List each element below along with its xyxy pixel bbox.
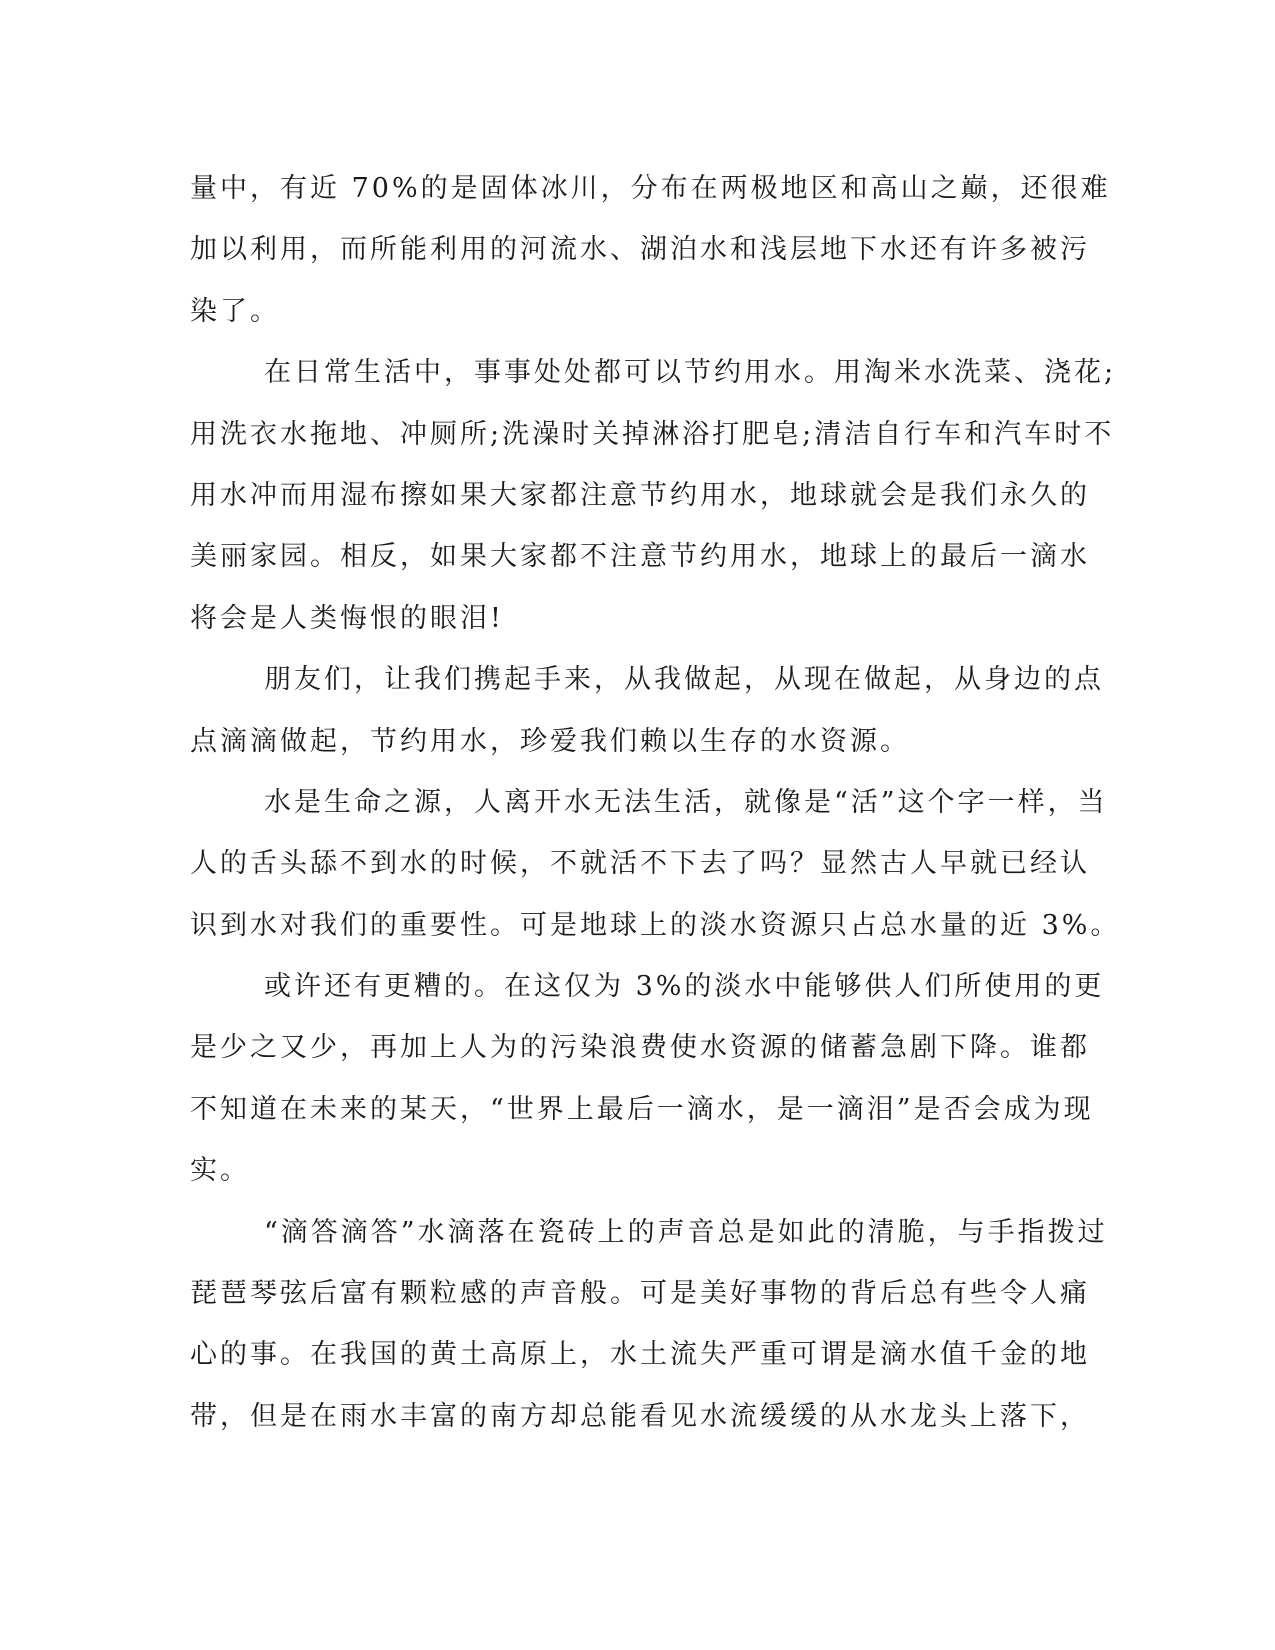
text-line: 用洗衣水拖地、冲厕所;洗澡时关掉淋浴打肥皂;清洁自行车和汽车时不 <box>190 418 1115 450</box>
paragraph-start-line: 朋友们，让我们携起手来，从我做起，从现在做起，从身边的点 <box>264 664 1104 696</box>
text-line: 不知道在未来的某天，“世界上最后一滴水，是一滴泪”是否会成为现 <box>190 1093 1094 1125</box>
text-line: 是少之又少，再加上人为的污染浪费使水资源的储蓄急剧下降。谁都 <box>190 1032 1090 1064</box>
text-line: 识到水对我们的重要性。可是地球上的淡水资源只占总水量的近 3%。 <box>190 909 1121 941</box>
text-line: 点滴滴做起，节约用水，珍爱我们赖以生存的水资源。 <box>190 725 910 757</box>
text-line: 染了。 <box>190 295 280 327</box>
text-line: 心的事。在我国的黄土高原上，水土流失严重可谓是滴水值千金的地 <box>190 1339 1090 1371</box>
text-line: 用水冲而用湿布擦如果大家都注意节约用水，地球就会是我们永久的 <box>190 479 1090 511</box>
text-line: 美丽家园。相反，如果大家都不注意节约用水，地球上的最后一滴水 <box>190 541 1090 573</box>
paragraph-start-line: 或许还有更糟的。在这仅为 3%的淡水中能够供人们所使用的更 <box>264 971 1105 1003</box>
body-text <box>190 158 1121 1447</box>
text-line: 人的舌头舔不到水的时候，不就活不下去了吗？显然古人早就已经认 <box>190 848 1090 880</box>
paragraph-start-line: 在日常生活中，事事处处都可以节约用水。用淘米水洗菜、浇花; <box>264 357 1117 389</box>
text-line: 带，但是在雨水丰富的南方却总能看见水流缓缓的从水龙头上落下， <box>190 1400 1090 1432</box>
text-line: 琵琶琴弦后富有颗粒感的声音般。可是美好事物的背后总有些令人痛 <box>190 1278 1090 1310</box>
text-line: 量中，有近 70%的是固体冰川，分布在两极地区和高山之巅，还很难 <box>190 173 1111 204</box>
text-line: 将会是人类悔恨的眼泪! <box>190 602 504 634</box>
paragraph-start-line: 水是生命之源，人离开水无法生活，就像是“活”这个字一样，当 <box>264 786 1108 818</box>
paragraph-start-line: “滴答滴答”水滴落在瓷砖上的声音总是如此的清脆，与手指拨过 <box>264 1216 1108 1248</box>
text-line: 实。 <box>190 1155 250 1187</box>
text-line: 加以利用，而所能利用的河流水、湖泊水和浅层地下水还有许多被污 <box>190 234 1090 266</box>
